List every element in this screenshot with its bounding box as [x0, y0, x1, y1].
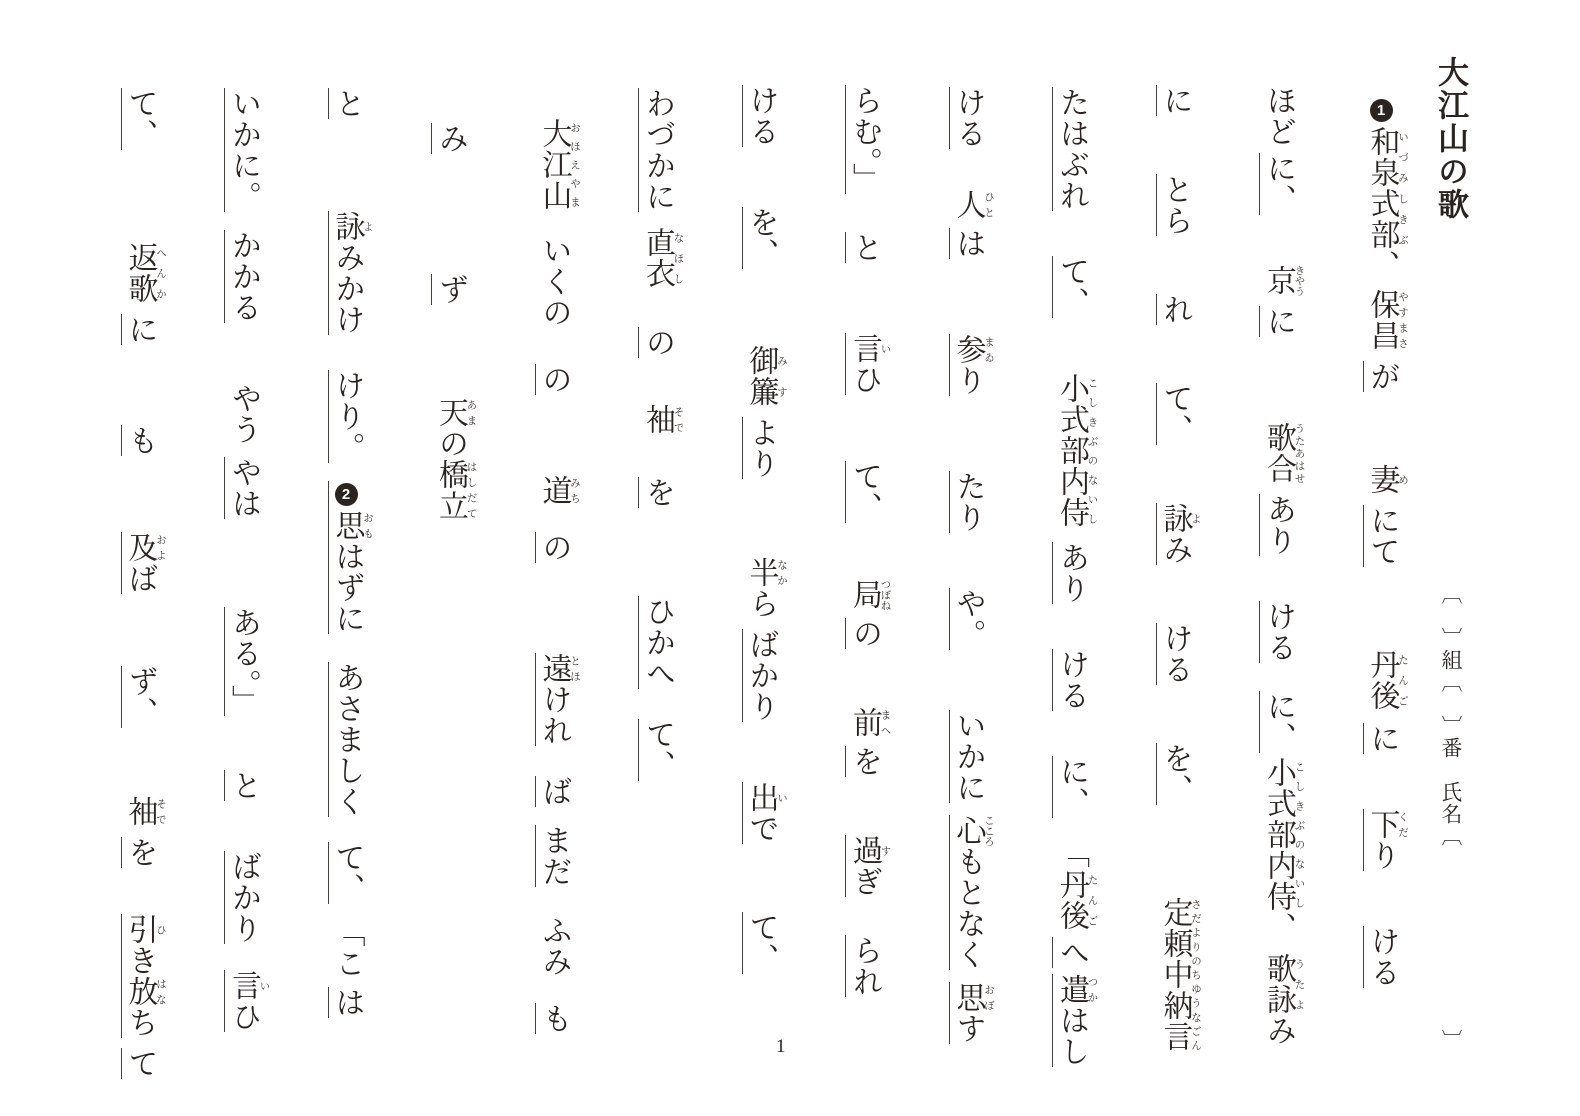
marked-text-segment: を — [638, 477, 674, 508]
marked-text-segment: み — [431, 123, 467, 154]
text-segment — [641, 404, 684, 435]
marked-text-segment: て、 — [1156, 383, 1192, 445]
marked-text-segment: に — [1259, 306, 1295, 337]
marked-text-segment: 言いひ — [224, 970, 260, 1032]
ruby-annotated-word: 天あま — [434, 397, 477, 428]
class-number-name-field — [1436, 583, 1466, 1063]
text-column — [580, 85, 684, 1116]
marked-text-segment: も — [535, 1003, 571, 1034]
ruby-annotated-word: 引ひ — [123, 914, 166, 945]
text-column — [477, 85, 581, 1116]
marked-text-segment: て、 — [638, 719, 674, 781]
text-column — [787, 85, 891, 1116]
marked-text-segment: に — [1363, 723, 1399, 754]
text-segment — [537, 475, 580, 506]
marked-text-segment: ひかへ — [638, 596, 674, 689]
marked-text-segment: の — [535, 364, 571, 395]
marked-text-segment: を、 — [742, 207, 778, 269]
marked-text-segment: 出いで — [742, 782, 778, 844]
ruby-annotated-word: 歌合うたあはせ — [1262, 422, 1305, 484]
marked-text-segment: と — [224, 770, 260, 801]
marked-text-segment: に — [1156, 85, 1192, 116]
ruby-annotated-word: 言い — [848, 333, 891, 364]
marked-text-segment: ける — [742, 85, 778, 147]
marked-text-segment: 遠とほけれ — [535, 653, 571, 746]
marked-text-segment: や。 — [949, 588, 985, 650]
marked-text-segment: ばかり — [224, 851, 260, 944]
marked-text-segment: たり — [949, 471, 985, 533]
text-segment — [123, 242, 166, 304]
text-column — [270, 85, 374, 1116]
ruby-annotated-word: 保昌やすまさ — [1365, 289, 1408, 351]
ruby-annotated-word: 和泉式部いづみしきぶ — [1365, 126, 1408, 250]
text-segment — [1365, 289, 1408, 351]
ruby-annotated-word: 思おも — [330, 510, 373, 541]
text-segment: 天あまの橋立はしだて — [434, 397, 477, 521]
marked-text-segment: けり。 — [328, 370, 364, 463]
marked-text-segment: いかに。 — [224, 88, 260, 212]
marked-text-segment: 参まゐり — [949, 334, 985, 396]
ruby-annotated-word: 放はな — [123, 976, 166, 1007]
text-segment: やう — [227, 383, 260, 445]
marked-text-segment: ず — [431, 274, 467, 305]
text-segment — [1262, 264, 1305, 297]
marked-text-segment: の — [845, 618, 881, 649]
ruby-annotated-word: 遣つか — [1055, 974, 1098, 1005]
marked-text-segment: て、 — [328, 842, 364, 904]
text-segment: 1和泉式部いづみしきぶ、 — [1366, 97, 1399, 281]
marked-text-segment: を — [121, 837, 157, 868]
text-column — [63, 85, 167, 1116]
marked-text-segment: やは — [224, 457, 260, 519]
ruby-annotated-word: 御簾みす — [744, 345, 787, 407]
marked-text-segment: に — [121, 314, 157, 345]
marked-text-segment: られ — [845, 935, 881, 997]
marked-text-segment: へ — [1052, 937, 1088, 968]
marked-text-segment: より — [742, 417, 778, 479]
ruby-annotated-word: 小式部内侍こしきぶのないし — [1055, 373, 1098, 528]
text-segment — [848, 707, 891, 738]
text-column — [1201, 85, 1305, 1116]
ruby-annotated-word: 袖そで — [641, 404, 684, 435]
circled-number-icon: 2 — [335, 483, 358, 506]
text-segment — [1158, 897, 1201, 1052]
marked-text-segment: ける — [949, 87, 985, 149]
text-segment — [641, 227, 684, 289]
marked-text-segment: ばかり — [742, 629, 778, 722]
marked-text-segment: ける — [1259, 601, 1295, 663]
text-segment: ふみ — [537, 915, 571, 977]
ruby-annotated-word: 出い — [744, 782, 787, 813]
ruby-annotated-word: 袖そで — [123, 796, 166, 827]
ruby-annotated-word: 局つぼね — [848, 578, 891, 611]
page-number: 1 — [776, 1036, 786, 1057]
marked-text-segment: 思おぼす — [949, 982, 985, 1044]
ruby-annotated-word: 及およ — [123, 532, 166, 563]
marked-text-segment: 過すぎ — [845, 835, 881, 897]
ruby-annotated-word: 思おぼ — [951, 982, 994, 1013]
ruby-annotated-word: 歌詠うたよ — [1262, 953, 1305, 1015]
ruby-annotated-word: 半なか — [744, 557, 787, 588]
text-segment — [1055, 373, 1098, 528]
marked-text-segment: ける — [1156, 623, 1192, 685]
text-segment: ほど — [1262, 85, 1295, 147]
ruby-annotated-word: 橋立はしだて — [434, 459, 477, 521]
marked-text-segment: て、 — [121, 88, 157, 150]
ruby-annotated-word: 丹後たんご — [1055, 869, 1098, 931]
marked-text-segment: まだ — [535, 825, 571, 887]
marked-text-segment: 言いひ — [845, 333, 881, 395]
ruby-annotated-word: 人ひと — [951, 189, 994, 220]
marked-text-segment: が — [1363, 361, 1399, 392]
text-segment: 小式部内侍こしきぶのないし、 — [1262, 757, 1305, 943]
ruby-annotated-word: 大江山おほえやま — [537, 118, 580, 211]
name-field-closing-bracket: 〕 — [1439, 1029, 1463, 1052]
marked-text-segment: て、 — [1052, 256, 1088, 318]
ruby-annotated-word: 妻め — [1365, 464, 1408, 495]
marked-text-segment: を — [845, 746, 881, 777]
marked-text-segment: の — [535, 532, 571, 563]
ruby-annotated-word: 遠とほ — [537, 653, 580, 684]
text-column — [166, 85, 270, 1116]
text-column — [891, 85, 995, 1116]
marked-text-segment: と — [845, 232, 881, 263]
text-segment: 半なから — [744, 557, 787, 619]
marked-text-segment: 心こころもとなく — [949, 815, 985, 970]
ruby-annotated-word: 小式部内侍こしきぶのないし — [1262, 757, 1305, 912]
marked-text-segment: ば — [535, 776, 571, 807]
marked-text-segment: らむ。」 — [845, 85, 881, 194]
marked-text-segment: 引ひき放はなち — [121, 914, 157, 1038]
marked-text-segment: わづかに — [638, 88, 674, 212]
marked-text-segment: あり — [1259, 494, 1295, 556]
text-segment — [744, 345, 787, 407]
marked-text-segment: ける — [1052, 649, 1088, 711]
marked-text-segment: れ — [1156, 294, 1192, 325]
ruby-annotated-word: 参まゐ — [951, 334, 994, 365]
ruby-annotated-word: 言い — [227, 970, 270, 1001]
ruby-annotated-word: 下くだ — [1365, 809, 1408, 840]
ruby-annotated-word: 過す — [848, 835, 891, 866]
ruby-annotated-word: 道みち — [537, 475, 580, 506]
marked-text-segment: て — [121, 1048, 157, 1079]
marked-text-segment: に、 — [1259, 153, 1295, 215]
text-segment — [1365, 649, 1408, 711]
text-segment — [848, 578, 891, 611]
text-area — [63, 85, 1409, 1116]
ruby-annotated-word: 丹後たんご — [1365, 649, 1408, 711]
ruby-annotated-word: 詠よ — [330, 211, 373, 242]
marked-text-segment: 詠よみ — [1156, 503, 1192, 565]
marked-text-segment: 下くだり — [1363, 809, 1399, 871]
text-segment — [123, 796, 166, 827]
marked-text-segment: 2思おもはずに — [328, 481, 364, 634]
marked-text-segment: も — [121, 425, 157, 456]
marked-text-segment: 及およば — [121, 532, 157, 594]
marked-text-segment: に、 — [1052, 756, 1088, 818]
circled-number-icon: 1 — [1370, 99, 1393, 122]
marked-text-segment: あり — [1052, 542, 1088, 604]
marked-text-segment: かかる — [224, 230, 260, 323]
marked-text-segment: いかに — [949, 710, 985, 803]
text-segment — [537, 118, 580, 211]
ruby-annotated-word: 詠よ — [1158, 503, 1201, 534]
page-title: 大江山の歌 — [1433, 56, 1468, 221]
text-segment: 「こ — [330, 932, 364, 979]
marked-text-segment: と — [328, 88, 364, 119]
text-column — [994, 85, 1098, 1116]
text-segment: いくの — [537, 235, 571, 328]
text-segment — [951, 189, 994, 220]
marked-text-segment: の — [638, 327, 674, 358]
text-segment: 歌詠うたよみ — [1262, 953, 1305, 1046]
marked-text-segment: に、 — [1259, 691, 1295, 753]
marked-text-segment: ある。」 — [224, 607, 260, 716]
text-segment — [1262, 422, 1305, 484]
marked-text-segment: て、 — [742, 912, 778, 974]
marked-text-segment: て、 — [845, 461, 881, 523]
marked-text-segment: 詠よみかけ — [328, 211, 364, 335]
marked-text-segment: は — [328, 987, 364, 1018]
marked-text-segment: あさましく — [328, 662, 364, 817]
marked-text-segment: とら — [1156, 174, 1192, 236]
marked-text-segment: にて — [1363, 505, 1399, 567]
ruby-annotated-word: 心こころ — [951, 814, 994, 847]
marked-text-segment: を、 — [1156, 743, 1192, 805]
text-column — [373, 85, 477, 1116]
text-column — [1098, 85, 1202, 1116]
marked-text-segment: ける — [1363, 926, 1399, 988]
marked-text-segment: ず、 — [121, 666, 157, 728]
name-field-label: 〔 〕組〔 〕番 氏名〔 — [1439, 583, 1463, 847]
ruby-annotated-word: 直衣なほし — [641, 227, 684, 289]
marked-text-segment: たはぶれ — [1052, 87, 1088, 211]
ruby-annotated-word: 前まへ — [848, 707, 891, 738]
text-column — [1305, 85, 1409, 1116]
ruby-annotated-word: 京きやう — [1262, 264, 1305, 297]
marked-text-segment: 遣つかはし — [1052, 974, 1088, 1067]
text-column — [684, 85, 788, 1116]
text-segment — [1365, 464, 1408, 495]
ruby-annotated-word: 定頼中納言さだよりのちゆうなごん — [1158, 897, 1201, 1052]
text-segment: 「丹後たんご — [1055, 853, 1098, 931]
ruby-annotated-word: 返歌へんか — [123, 242, 166, 304]
marked-text-segment: は — [949, 228, 985, 259]
